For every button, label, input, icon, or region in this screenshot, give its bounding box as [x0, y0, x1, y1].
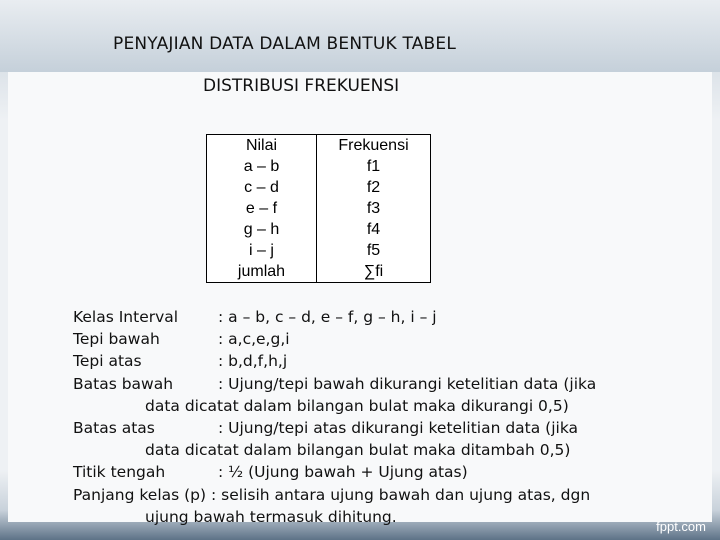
table-row-total	[207, 261, 431, 283]
page-title: PENYAJIAN DATA DALAM BENTUK TABEL	[113, 34, 457, 54]
definition-value: : b,d,f,h,j	[218, 352, 288, 371]
definitions-list	[73, 306, 673, 528]
table-row	[207, 156, 431, 177]
definition-tepi-atas	[73, 350, 673, 372]
definition-term: Tepi atas	[73, 352, 142, 371]
definition-term: Batas atas	[73, 418, 155, 437]
table-cell-nilai: e – f	[207, 198, 317, 219]
definition-term: Kelas Interval	[73, 308, 179, 326]
page-subtitle: DISTRIBUSI FREKUENSI	[203, 76, 400, 96]
definition-continuation: data dicatat dalam bilangan bulat maka dikurangi 0,5)	[145, 396, 569, 415]
definition-value: : Ujung/tepi atas dikurangi ketelitian data (jika	[218, 418, 579, 437]
definition-term: Panjang kelas (p)	[73, 485, 207, 504]
table-row	[207, 240, 431, 261]
table-cell-frekuensi: f3	[317, 198, 431, 219]
definition-value: : a – b, c – d, e – f, g – h, i – j	[218, 308, 437, 326]
definition-value: : a,c,e,g,i	[218, 330, 290, 349]
table-cell-frekuensi: f5	[317, 240, 431, 261]
definition-kelas-interval	[73, 306, 673, 328]
table-cell-frekuensi: f2	[317, 177, 431, 198]
definition-batas-atas	[73, 417, 673, 439]
table-row	[207, 219, 431, 240]
table-header-row	[207, 135, 431, 157]
table-cell-frekuensi: ∑fi	[317, 261, 431, 283]
definition-term: Titik tengah	[73, 463, 166, 482]
frequency-table	[206, 134, 431, 283]
table-cell-nilai: g – h	[207, 219, 317, 240]
table-cell-nilai: jumlah	[207, 261, 317, 283]
definition-value: : Ujung/tepi bawah dikurangi ketelitian data (jika	[218, 374, 597, 393]
table-cell-nilai: a – b	[207, 156, 317, 177]
footer-logo: fppt.com	[656, 519, 706, 534]
table-cell-frekuensi: f1	[317, 156, 431, 177]
definition-term: Batas bawah	[73, 374, 174, 393]
definition-value: : ½ (Ujung bawah + Ujung atas)	[218, 463, 468, 482]
table-cell-nilai: c – d	[207, 177, 317, 198]
definition-continuation: ujung bawah termasuk dihitung.	[145, 507, 397, 526]
definition-panjang-kelas	[73, 484, 673, 506]
table-cell-frekuensi: f4	[317, 219, 431, 240]
definition-titik-tengah	[73, 461, 673, 483]
definition-value: : selisih antara ujung bawah dan ujung atas, dgn	[211, 485, 591, 504]
column-header-nilai: Nilai	[207, 135, 317, 157]
definition-continuation: data dicatat dalam bilangan bulat maka ditambah 0,5)	[145, 441, 571, 460]
definition-batas-bawah	[73, 373, 673, 395]
definition-term: Tepi bawah	[73, 330, 160, 349]
definition-tepi-bawah	[73, 328, 673, 350]
table-row	[207, 198, 431, 219]
table-cell-nilai: i – j	[207, 240, 317, 261]
table-row	[207, 177, 431, 198]
column-header-frekuensi: Frekuensi	[317, 135, 431, 157]
